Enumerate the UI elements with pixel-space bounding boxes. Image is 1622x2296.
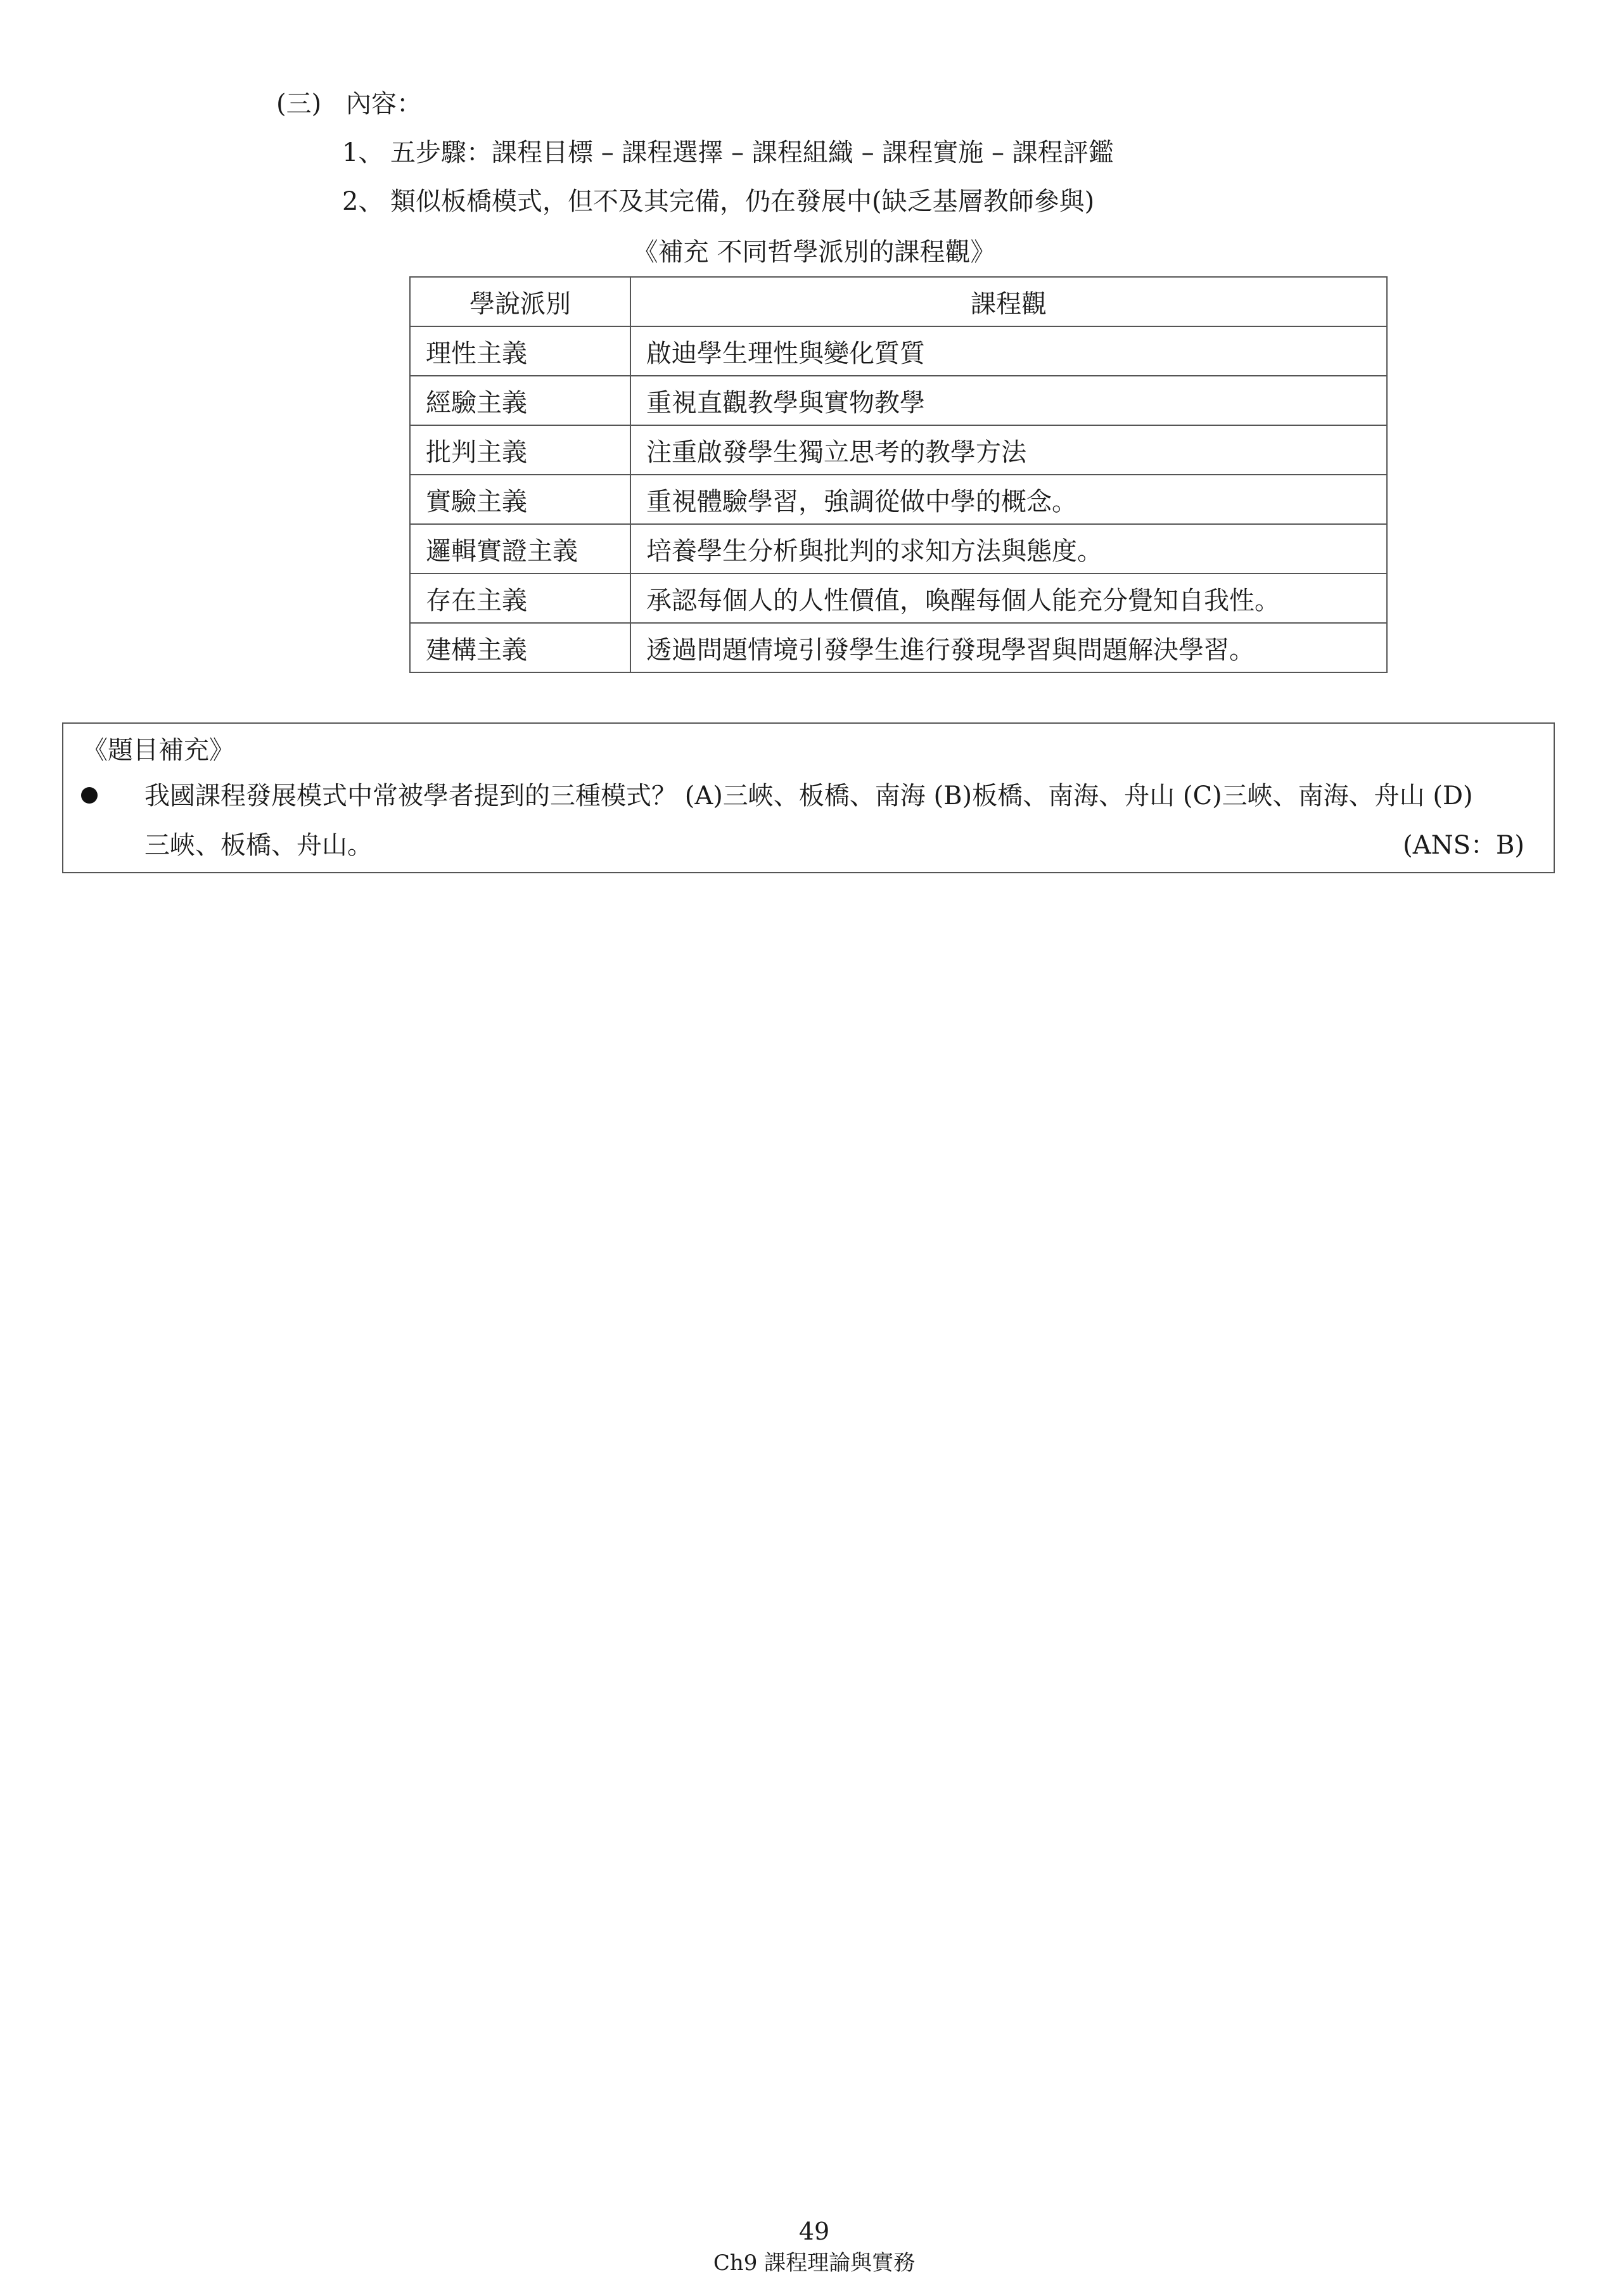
column-header-curriculum-view: 課程觀	[630, 277, 1387, 326]
table-row	[410, 623, 1387, 672]
school-cell: 批判主義	[410, 425, 630, 475]
section-heading-text: 內容：	[346, 89, 422, 119]
curriculum-view-cell: 啟迪學生理性與變化質質	[630, 326, 1387, 376]
supplement-title: 《題目補充》	[82, 736, 234, 765]
chapter-footer: Ch9 課程理論與實務	[713, 2250, 916, 2276]
list-item	[342, 184, 1094, 219]
curriculum-view-cell: 注重啟發學生獨立思考的教學方法	[630, 425, 1387, 475]
school-cell: 邏輯實證主義	[410, 524, 630, 574]
list-item-text: 五步驟：課程目標 – 課程選擇 – 課程組織 – 課程實施 – 課程評鑑	[390, 138, 1114, 167]
school-cell: 實驗主義	[410, 475, 630, 524]
page-number: 49	[798, 2217, 830, 2245]
list-item	[342, 135, 1114, 170]
table-header-row	[410, 277, 1387, 326]
column-header-school: 學說派別	[410, 277, 630, 326]
table-row	[410, 425, 1387, 475]
table-row	[410, 326, 1387, 376]
answer-text: (ANS：B)	[1403, 831, 1524, 860]
table-row	[410, 475, 1387, 524]
list-item-text: 類似板橋模式，但不及其完備，仍在發展中(缺乏基層教師參與)	[390, 187, 1095, 216]
table-row	[410, 376, 1387, 425]
question-supplement-box	[62, 722, 1555, 873]
school-cell: 經驗主義	[410, 376, 630, 425]
curriculum-view-cell: 承認每個人的人性價值，喚醒每個人能充分覺知自我性。	[630, 574, 1387, 623]
list-item-number: 1、	[342, 138, 384, 167]
question-text-continued: 三峽、板橋、舟山。	[144, 831, 373, 860]
table-row	[410, 524, 1387, 574]
section-heading	[276, 86, 422, 122]
curriculum-view-cell: 重視直觀教學與實物教學	[630, 376, 1387, 425]
philosophy-curriculum-table	[409, 276, 1388, 673]
school-cell: 建構主義	[410, 623, 630, 672]
school-cell: 存在主義	[410, 574, 630, 623]
table-row	[410, 574, 1387, 623]
curriculum-view-cell: 重視體驗學習，強調從做中學的概念。	[630, 475, 1387, 524]
curriculum-view-cell: 培養學生分析與批判的求知方法與態度。	[630, 524, 1387, 574]
bullet-icon	[81, 787, 98, 804]
question-text: 我國課程發展模式中常被學者提到的三種模式？ (A)三峽、板橋、南海 (B)板橋、南海、舟山 (C)三峽、南海、舟山 (D)	[144, 781, 1473, 811]
table-caption: 《補充 不同哲學派別的課程觀》	[632, 238, 996, 267]
list-item-number: 2、	[342, 187, 384, 216]
curriculum-view-cell: 透過問題情境引發學生進行發現學習與問題解決學習。	[630, 623, 1387, 672]
section-heading-number: (三)	[276, 89, 322, 119]
school-cell: 理性主義	[410, 326, 630, 376]
